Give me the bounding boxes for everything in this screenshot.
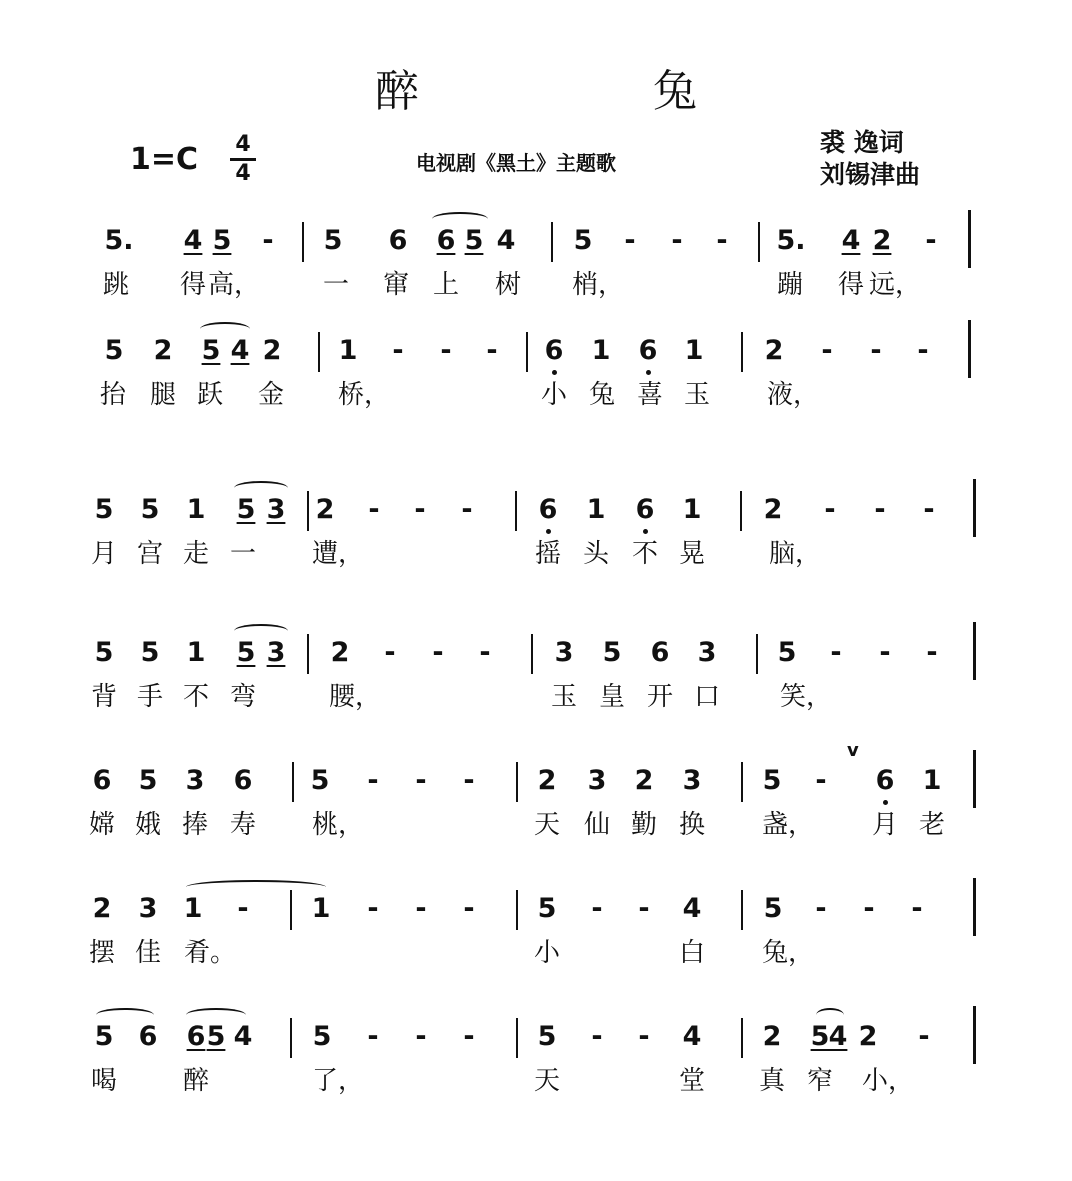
score-note: - [638,893,650,924]
lyric-syllable: 仙 [583,810,610,840]
score-note: - [874,494,886,525]
lyric-syllable: 勤 [630,810,657,840]
score-note: 5 [94,1021,114,1052]
score-note: 5 [206,1021,226,1052]
lyric-syllable: 了， [312,1066,365,1096]
score-note: 1 [591,335,611,366]
score-note: 2 [315,494,335,525]
system-end-bar [973,479,976,537]
score-note: 5 [94,637,114,668]
score-note: 2 [763,494,783,525]
lyric-syllable: 嫦 [88,810,115,840]
time-signature-bottom: 4 [235,161,251,186]
score-note: 5 [537,1021,557,1052]
score-note: 3 [266,494,286,525]
slur-arc [432,212,488,226]
score-system [0,634,1072,744]
score-note: 6 [875,765,895,796]
score-note: - [638,1021,650,1052]
lyric-syllable: 弯 [229,682,256,712]
system-end-bar [973,1006,976,1064]
score-note: 3 [697,637,717,668]
key-signature: 1=C [130,142,199,177]
score-note: 2 [762,1021,782,1052]
time-signature [230,134,256,185]
score-note: 3 [587,765,607,796]
lyric-syllable: 月 [90,539,117,569]
lyric-syllable: 液， [767,380,820,410]
score-note: 5 [236,637,256,668]
score-note: 6 [233,765,253,796]
score-note: - [671,225,683,256]
score-note: 3 [266,637,286,668]
lyric-syllable: 天 [533,1066,560,1096]
lyric-syllable: 兔， [762,938,815,968]
score-note: - [368,494,380,525]
score-note: 4 [682,1021,702,1052]
score-note: 5 [762,765,782,796]
score-note: 4 [183,225,203,256]
score-note: 5 [323,225,343,256]
score-note: 6 [186,1021,206,1052]
lyric-syllable: 腿 [149,380,176,410]
lyric-syllable: 寿 [229,810,256,840]
score-note: - [414,494,426,525]
score-note: 4 [828,1021,848,1052]
score-note: - [591,1021,603,1052]
lower-octave-dot [883,800,888,805]
score-note: 1 [186,494,206,525]
score-note: 6 [388,225,408,256]
score-note: - [463,893,475,924]
time-signature-top: 4 [235,132,251,157]
breath-mark: v [847,740,859,761]
slur-arc [96,1008,154,1022]
score-note: - [624,225,636,256]
score-system [0,491,1072,601]
song-subtitle: 电视剧《黑土》主题歌 [416,151,616,175]
bar-line [741,332,743,372]
score-note: 1 [311,893,331,924]
lyric-syllable: 娥 [134,810,161,840]
score-note: 4 [682,893,702,924]
score-note: - [415,765,427,796]
score-system [0,332,1072,442]
bar-line [516,890,518,930]
bar-line [307,634,309,674]
lyric-syllable: 白 [678,938,705,968]
lyric-syllable: 盏， [762,810,815,840]
system-end-bar [968,210,971,268]
score-note: 6 [436,225,456,256]
score-note: - [917,335,929,366]
lyric-syllable: 兔 [588,380,615,410]
score-note: 4 [233,1021,253,1052]
score-note: 1 [922,765,942,796]
score-note: - [367,1021,379,1052]
slur-arc [816,1008,844,1022]
score-note: 2 [330,637,350,668]
lyric-syllable: 口 [693,682,720,712]
slur-arc [186,1008,246,1022]
score-note: 5 [464,225,484,256]
score-note: - [415,1021,427,1052]
score-note: - [923,494,935,525]
score-note: 5 [94,494,114,525]
lyric-syllable: 换 [678,810,705,840]
score-note: - [367,893,379,924]
score-note: 1 [183,893,203,924]
score-note: 3 [554,637,574,668]
bar-line [740,491,742,531]
score-note: - [461,494,473,525]
bar-line [526,332,528,372]
lyric-syllable: 喜 [636,380,663,410]
lower-octave-dot [546,529,551,534]
score-note: 6 [544,335,564,366]
score-note: - [486,335,498,366]
lyric-syllable: 抬 [99,380,126,410]
lyric-syllable: 高， [208,270,261,300]
lyric-syllable: 玉 [683,380,710,410]
score-note: 1 [682,494,702,525]
lyric-syllable: 摆 [88,938,115,968]
score-note: - [918,1021,930,1052]
score-note: 1 [684,335,704,366]
lyric-syllable: 得 [179,270,206,300]
lyric-syllable: 佳 [134,938,161,968]
lyric-syllable: 一 [322,270,349,300]
bar-line [515,491,517,531]
lyric-syllable: 堂 [678,1066,705,1096]
score-note: - [863,893,875,924]
score-note: 1 [586,494,606,525]
score-system [0,222,1072,332]
score-note: 2 [262,335,282,366]
score-note: 5 [104,335,124,366]
lyric-syllable: 宫 [136,539,163,569]
score-note: - [925,225,937,256]
score-note: - [591,893,603,924]
lyric-syllable: 月 [871,810,898,840]
score-note: 5 [763,893,783,924]
score-note: 4 [230,335,250,366]
lyric-syllable: 窄 [806,1066,833,1096]
score-note: - [367,765,379,796]
score-note: 2 [858,1021,878,1052]
bar-line [531,634,533,674]
score-note: - [415,893,427,924]
score-note: 5 [138,765,158,796]
score-note: 6 [138,1021,158,1052]
score-note: - [870,335,882,366]
score-note: - [392,335,404,366]
score-note: 3 [185,765,205,796]
bar-line [551,222,553,262]
lower-octave-dot [643,529,648,534]
bar-line [758,222,760,262]
score-note: - [463,765,475,796]
lyric-syllable: 肴。 [184,938,237,968]
score-note: - [384,637,396,668]
lyric-syllable: 皇 [598,682,625,712]
score-note: - [815,893,827,924]
score-note: 6 [638,335,658,366]
lyric-syllable: 得 [837,270,864,300]
lyric-syllable: 梢， [572,270,625,300]
score-note: 2 [872,225,892,256]
score-note: - [440,335,452,366]
lyric-syllable: 捧 [181,810,208,840]
lyric-syllable: 手 [136,682,163,712]
score-note: 4 [841,225,861,256]
composer-credit: 刘锡津曲 [820,160,921,189]
system-end-bar [973,750,976,808]
score-note: 5. [776,225,806,256]
score-system [0,1018,1072,1128]
lyric-syllable: 晃 [678,539,705,569]
lyric-syllable: 走 [182,539,209,569]
score-note: 1 [186,637,206,668]
score-note: 6 [635,494,655,525]
lyric-syllable: 一 [229,539,256,569]
lyric-syllable: 天 [533,810,560,840]
lyric-syllable: 窜 [382,270,409,300]
score-note: 5 [777,637,797,668]
lyric-syllable: 老 [918,810,945,840]
lyric-syllable: 脑， [769,539,822,569]
bar-line [290,1018,292,1058]
score-note: - [830,637,842,668]
lyricist-credit: 裘 逸词 [820,128,904,157]
lyric-syllable: 遭， [312,539,365,569]
bar-line [302,222,304,262]
score-note: 2 [153,335,173,366]
bar-line [290,890,292,930]
system-end-bar [973,622,976,680]
lyric-syllable: 小 [540,380,567,410]
score-note: - [463,1021,475,1052]
lower-octave-dot [552,370,557,375]
score-note: 5 [312,1021,332,1052]
lyric-syllable: 玉 [550,682,577,712]
score-note: 5 [310,765,330,796]
score-note: 6 [92,765,112,796]
score-note: 5 [810,1021,830,1052]
lyric-syllable: 金 [257,380,284,410]
score-note: 4 [496,225,516,256]
slur-arc [234,624,288,638]
score-note: 6 [650,637,670,668]
bar-line [307,491,309,531]
score-note: 5 [212,225,232,256]
score-note: - [824,494,836,525]
slur-arc [186,880,326,894]
lyric-syllable: 桃， [312,810,365,840]
score-system [0,740,1072,872]
lyric-syllable: 开 [646,682,673,712]
score-note: - [911,893,923,924]
score-note: 2 [634,765,654,796]
slur-arc [234,481,288,495]
bar-line [318,332,320,372]
song-title: 醉 兔 [375,66,807,117]
lyric-syllable: 不 [182,682,209,712]
lyric-syllable: 不 [631,539,658,569]
system-end-bar [968,320,971,378]
lyric-syllable: 跃 [196,380,223,410]
system-end-bar [973,878,976,936]
score-note: 2 [537,765,557,796]
lyric-syllable: 桥， [338,380,391,410]
score-note: 5 [573,225,593,256]
lyric-syllable: 真 [758,1066,785,1096]
slur-arc [200,322,250,336]
lower-octave-dot [646,370,651,375]
score-note: - [815,765,827,796]
score-note: - [432,637,444,668]
lyric-syllable: 背 [90,682,117,712]
score-note: 3 [682,765,702,796]
bar-line [741,762,743,802]
lyric-syllable: 上 [432,270,459,300]
score-note: 6 [538,494,558,525]
lyric-syllable: 头 [582,539,609,569]
score-note: - [237,893,249,924]
bar-line [741,890,743,930]
score-note: 3 [138,893,158,924]
score-note: 5 [602,637,622,668]
lyric-syllable: 摇 [534,539,561,569]
score-system [0,890,1072,1000]
score-note: 5 [236,494,256,525]
bar-line [516,1018,518,1058]
score-note: 5 [140,637,160,668]
lyric-syllable: 小 [533,938,560,968]
lyric-syllable: 跳 [102,270,129,300]
lyric-syllable: 腰， [329,682,382,712]
score-note: - [716,225,728,256]
score-note: - [262,225,274,256]
score-note: 2 [764,335,784,366]
score-note: - [479,637,491,668]
lyric-syllable: 醉 [182,1066,209,1096]
bar-line [741,1018,743,1058]
lyric-syllable: 树 [494,270,521,300]
score-note: 2 [92,893,112,924]
score-note: 5 [140,494,160,525]
score-note: 5. [104,225,134,256]
bar-line [756,634,758,674]
lyric-syllable: 喝 [90,1066,117,1096]
score-note: - [926,637,938,668]
lyric-syllable: 蹦 [776,270,803,300]
lyric-syllable: 笑， [780,682,833,712]
score-note: 5 [201,335,221,366]
score-note: - [821,335,833,366]
lyric-syllable: 小， [862,1066,915,1096]
lyric-syllable: 远， [869,270,922,300]
bar-line [292,762,294,802]
score-note: 5 [537,893,557,924]
score-note: 1 [338,335,358,366]
score-note: - [879,637,891,668]
bar-line [516,762,518,802]
